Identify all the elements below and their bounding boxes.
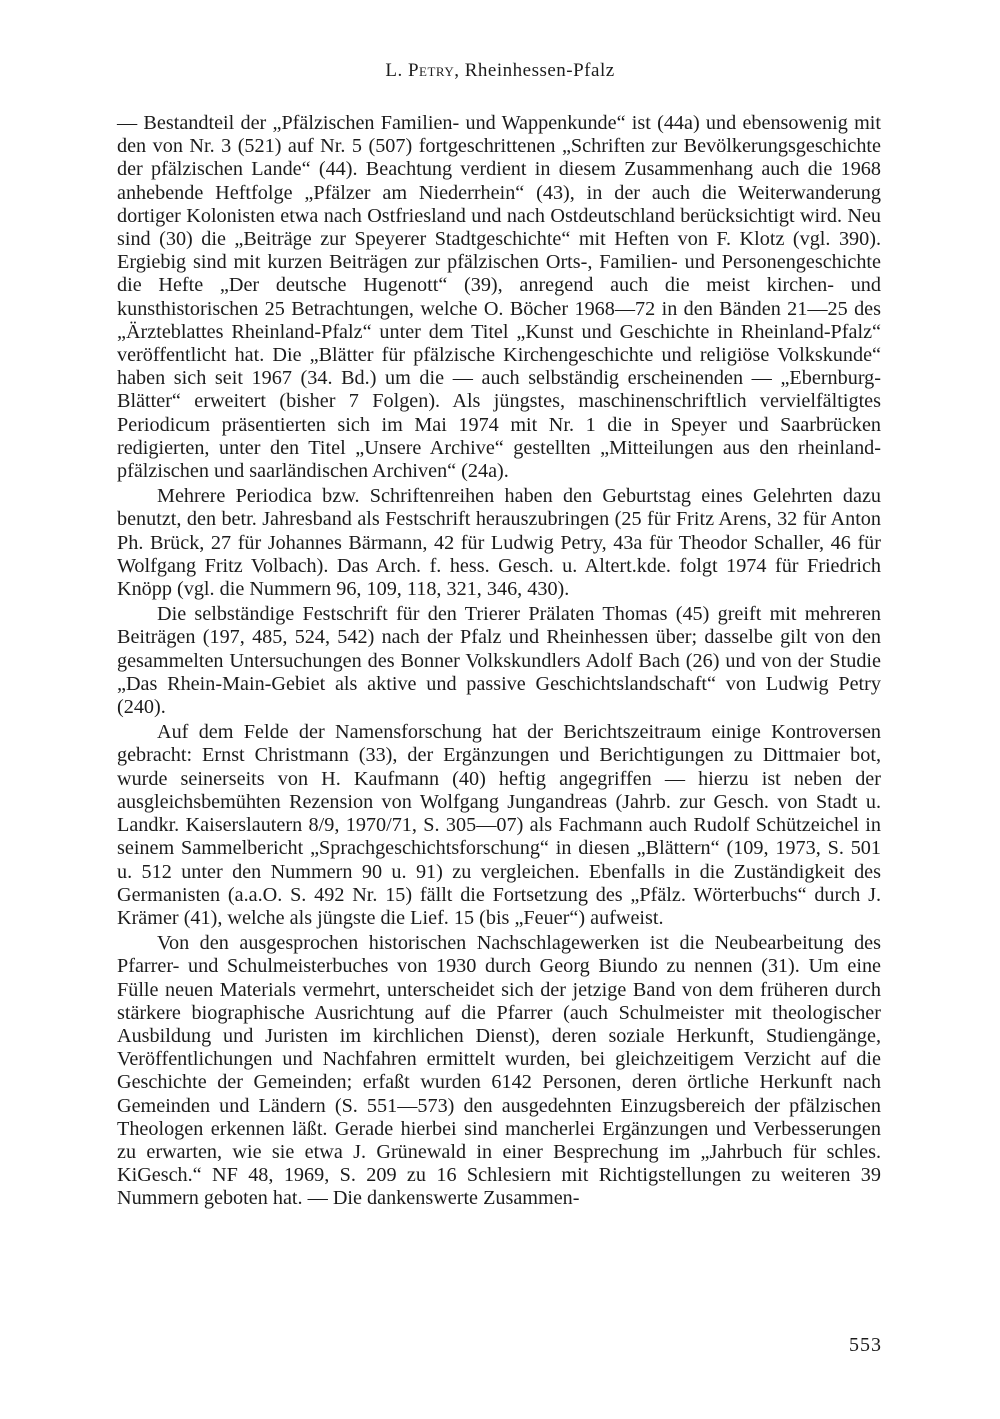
running-head bbox=[0, 60, 1000, 82]
paragraph-namensforschung: Auf dem Felde der Namensforschung hat der Berichtszeitraum einige Kontroversen gebracht: Ernst Christmann (33), der Ergänzungen und Berichtigungen zu Dittmaier bot, wurde seinerseits von H. Kaufmann (40) heftig angegriffen — hierzu ist neben der ausgleichsbemühten Rezension von Wolfgang Jungandreas (Jahrb. zur Gesch. von Stadt u. Landkr. Kaiserslautern 8/9, 1970/71, S. 305—07) als Fachmann auch Rudolf Schützeichel in seinem Sammelbericht „Sprachgeschichtsforschung“ in diesen „Blättern“ (109, 1973, S. 501 u. 512 unter den Nummern 90 u. 91) zu vergleichen. Ebenfalls in die Zuständigkeit des Germanisten (a.a.O. S. 492 Nr. 15) fällt die Fortsetzung des „Pfälz. Wörterbuchs“ durch J. Krämer (41), welche als jüngste die Lief. 15 (bis „Feuer“) aufweist. bbox=[117, 721, 881, 929]
author-name: Petry bbox=[407, 60, 455, 81]
paragraph-thomas-festschrift: Die selbständige Festschrift für den Trierer Prälaten Thomas (45) greift mit mehreren Beiträgen (197, 485, 524, 542) nach der Pfalz und Rheinhessen über; dasselbe gilt von den gesammelten Untersuchungen des Bonner Volkskundlers Adolf Bach (26) und von der Studie „Das Rhein-Main-Gebiet als aktive und passive Geschichtslandschaft“ von Ludwig Petry (240). bbox=[117, 603, 881, 719]
paragraph-nachschlagewerke: Von den ausgesprochen historischen Nachschlagewerken ist die Neubearbeitung des Pfarrer- und Schulmeisterbuches von 1930 durch Georg Biundo zu nennen (31). Um eine Fülle neuen Materials vermehrt, unterscheidet sich der jetzige Band von dem früheren durch stärkere biographische Ausrichtung auf die Pfarrer (auch Schulmeister mit theologischer Ausbildung und Juristen im kirchlichen Dienst), deren soziale Herkunft, Studiengänge, Veröffentlichungen und Nachfahren ermittelt wurden, bei gleichzeitigem Verzicht auf die Geschichte der Gemeinden; erfaßt wurden 6142 Personen, deren örtliche Herkunft nach Gemeinden und Ländern (S. 551—573) den ausgedehnten Einzugsbereich der pfälzischen Theologen erkennen läßt. Gerade hierbei sind mancherlei Ergänzungen und Verbesserungen zu erwarten, wie sie etwa J. Grünewald in einer Besprechung im „Jahrbuch für schles. KiGesch.“ NF 48, 1969, S. 209 zu 16 Schlesiern mit Richtigstellungen zu weiteren 39 Nummern geboten hat. — Die dankenswerte Zusammen- bbox=[117, 932, 881, 1210]
body-text bbox=[117, 112, 881, 1211]
paragraph-continuation: — Bestandteil der „Pfälzischen Familien- und Wappenkunde“ ist (44a) und ebensowenig mit den von Nr. 3 (521) auf Nr. 5 (507) fortgeschrittenen „Schriften zur Bevölkerungsgeschichte der pfälzischen Lande“ (44). Beachtung verdient in diesem Zusammenhang auch die 1968 anhebende Heftfolge „Pfälzer am Niederrhein“ (43), in der auch die Weiterwanderung dortiger Kolonisten etwa nach Ostfriesland und nach Ostdeutschland berücksichtigt wird. Neu sind (30) die „Beiträge zur Speyerer Stadtgeschichte“ mit Heften von F. Klotz (vgl. 390). Ergiebig sind mit kurzen Beiträgen zur pfälzischen Orts-, Familien- und Personengeschichte die Hefte „Der deutsche Hugenott“ (39), anregend auch die meist kirchen- und kunsthistorischen 25 Betrachtungen, welche O. Böcher 1968—72 in den Bänden 21—25 des „Ärzteblattes Rheinland-Pfalz“ unter dem Titel „Kunst und Geschichte in Rheinland-Pfalz“ veröffentlicht hat. Die „Blätter für pfälzische Kirchengeschichte und religiöse Volkskunde“ haben sich seit 1967 (34. Bd.) um die — auch selbständig erscheinenden — „Ebernburg-Blätter“ erweitert (bisher 7 Folgen). Als jüngstes, maschinenschriftlich vervielfältigtes Periodicum präsentierten sich im Mai 1974 mit Nr. 1 die in Speyer und Saarbrücken redigierten, unter den Titel „Unsere Archive“ gestellten „Mitteilungen aus den rheinland-pfälzischen und saarländischen Archiven“ (24a). bbox=[117, 112, 881, 483]
paragraph-festschriften: Mehrere Periodica bzw. Schriftenreihen haben den Geburtstag eines Gelehrten dazu benutzt, den betr. Jahresband als Festschrift herauszubringen (25 für Fritz Arens, 32 für Anton Ph. Brück, 27 für Johannes Bärmann, 42 für Ludwig Petry, 43a für Theodor Schaller, 46 für Wolfgang Fritz Volbach). Das Arch. f. hess. Gesch. u. Altert.kde. folgt 1974 für Friedrich Knöpp (vgl. die Nummern 96, 109, 118, 321, 346, 430). bbox=[117, 485, 881, 601]
page-number: 553 bbox=[849, 1334, 882, 1356]
author-initial: L. bbox=[385, 60, 403, 81]
section-title: , Rheinhessen-Pfalz bbox=[454, 60, 615, 81]
